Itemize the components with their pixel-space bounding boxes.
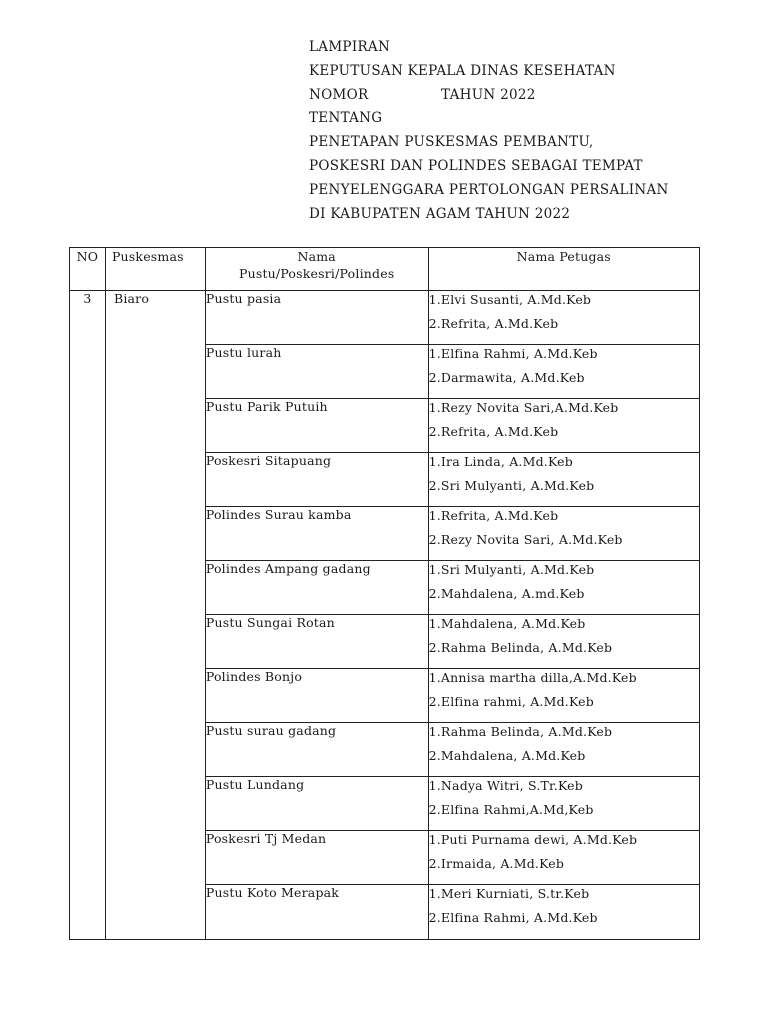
facility-name: Pustu surau gadang bbox=[205, 723, 428, 777]
nomor-label: NOMOR bbox=[309, 86, 369, 103]
officer-name: 1.Meri Kurniati, S.tr.Keb bbox=[428, 886, 590, 901]
assignment-table bbox=[69, 247, 700, 940]
officer-list bbox=[428, 615, 699, 669]
nomor-line bbox=[309, 84, 669, 108]
facility-name: Pustu Sungai Rotan bbox=[205, 615, 428, 669]
header-petugas: Nama Petugas bbox=[428, 248, 699, 291]
subject-line-4: DI KABUPATEN AGAM TAHUN 2022 bbox=[309, 205, 571, 222]
facility-name: Pustu pasia bbox=[205, 291, 428, 345]
header-nama-line1: Nama bbox=[297, 249, 336, 264]
officer-name: 2.Rezy Novita Sari, A.Md.Keb bbox=[428, 531, 623, 547]
facility-name: Polindes Bonjo bbox=[205, 669, 428, 723]
officer-name: 1.Elvi Susanti, A.Md.Keb bbox=[428, 292, 592, 307]
officer-list bbox=[428, 399, 699, 453]
officer-name: 2.Sri Mulyanti, A.Md.Keb bbox=[428, 477, 595, 493]
group-no: 3 bbox=[70, 291, 106, 940]
lampiran-label: LAMPIRAN bbox=[309, 39, 391, 55]
officer-list bbox=[428, 723, 699, 777]
officer-name: 2.Rahma Belinda, A.Md.Keb bbox=[428, 639, 613, 655]
officer-name: 2.Darmawita, A.Md.Keb bbox=[428, 369, 585, 385]
facility-name: Pustu Parik Putuih bbox=[205, 399, 428, 453]
officer-name: 1.Mahdalena, A.Md.Keb bbox=[428, 616, 586, 631]
facility-name: Poskesri Sitapuang bbox=[205, 453, 428, 507]
document-header bbox=[309, 36, 669, 226]
group-puskesmas: Biaro bbox=[105, 291, 205, 940]
officer-name: 2.Elfina rahmi, A.Md.Keb bbox=[428, 693, 594, 709]
officer-list bbox=[428, 345, 699, 399]
tentang-label: TENTANG bbox=[309, 110, 383, 127]
officer-name: 2.Refrita, A.Md.Keb bbox=[428, 423, 559, 439]
officer-name: 2.Elfina Rahmi,A.Md,Keb bbox=[428, 801, 594, 817]
officer-name: 1.Elfina Rahmi, A.Md.Keb bbox=[428, 346, 598, 361]
header-no: NO bbox=[70, 248, 106, 291]
officer-name: 1.Puti Purnama dewi, A.Md.Keb bbox=[428, 832, 638, 847]
officer-list bbox=[428, 831, 699, 885]
table-body bbox=[70, 291, 700, 940]
officer-list bbox=[428, 777, 699, 831]
facility-name: Pustu lurah bbox=[205, 345, 428, 399]
decree-title: KEPUTUSAN KEPALA DINAS KESEHATAN bbox=[309, 62, 616, 79]
officer-list bbox=[428, 291, 699, 345]
facility-name: Pustu Lundang bbox=[205, 777, 428, 831]
officer-name: 2.Mahdalena, A.md.Keb bbox=[428, 585, 585, 601]
officer-name: 1.Ira Linda, A.Md.Keb bbox=[428, 454, 573, 469]
tahun-label: TAHUN 2022 bbox=[441, 86, 536, 103]
officer-name: 2.Elfina Rahmi, A.Md.Keb bbox=[428, 909, 598, 925]
officer-name: 1.Annisa martha dilla,A.Md.Keb bbox=[428, 670, 637, 685]
officer-name: 1.Rahma Belinda, A.Md.Keb bbox=[428, 724, 613, 739]
subject-line-1: PENETAPAN PUSKESMAS PEMBANTU, bbox=[309, 134, 594, 151]
officer-list bbox=[428, 453, 699, 507]
header-nama bbox=[205, 248, 428, 291]
facility-name: Polindes Surau kamba bbox=[205, 507, 428, 561]
officer-list bbox=[428, 561, 699, 615]
officer-list bbox=[428, 885, 699, 940]
officer-name: 1.Refrita, A.Md.Keb bbox=[428, 508, 559, 523]
officer-name: 2.Mahdalena, A.Md.Keb bbox=[428, 747, 586, 763]
officer-name: 2.Irmaida, A.Md.Keb bbox=[428, 855, 565, 871]
subject-line-2: POSKESRI DAN POLINDES SEBAGAI TEMPAT bbox=[309, 157, 643, 174]
officer-name: 1.Sri Mulyanti, A.Md.Keb bbox=[428, 562, 595, 577]
officer-list bbox=[428, 669, 699, 723]
officer-name: 2.Refrita, A.Md.Keb bbox=[428, 315, 559, 331]
facility-name: Pustu Koto Merapak bbox=[205, 885, 428, 940]
facility-name: Poskesri Tj Medan bbox=[205, 831, 428, 885]
header-nama-line2: Pustu/Poskesri/Polindes bbox=[238, 266, 395, 281]
table-header-row bbox=[70, 248, 700, 291]
subject-line-3: PENYELENGGARA PERTOLONGAN PERSALINAN bbox=[309, 181, 669, 198]
table-row bbox=[70, 291, 700, 345]
facility-name: Polindes Ampang gadang bbox=[205, 561, 428, 615]
header-puskesmas: Puskesmas bbox=[105, 248, 205, 291]
officer-name: 1.Rezy Novita Sari,A.Md.Keb bbox=[428, 400, 619, 415]
officer-list bbox=[428, 507, 699, 561]
officer-name: 1.Nadya Witri, S.Tr.Keb bbox=[428, 778, 583, 793]
